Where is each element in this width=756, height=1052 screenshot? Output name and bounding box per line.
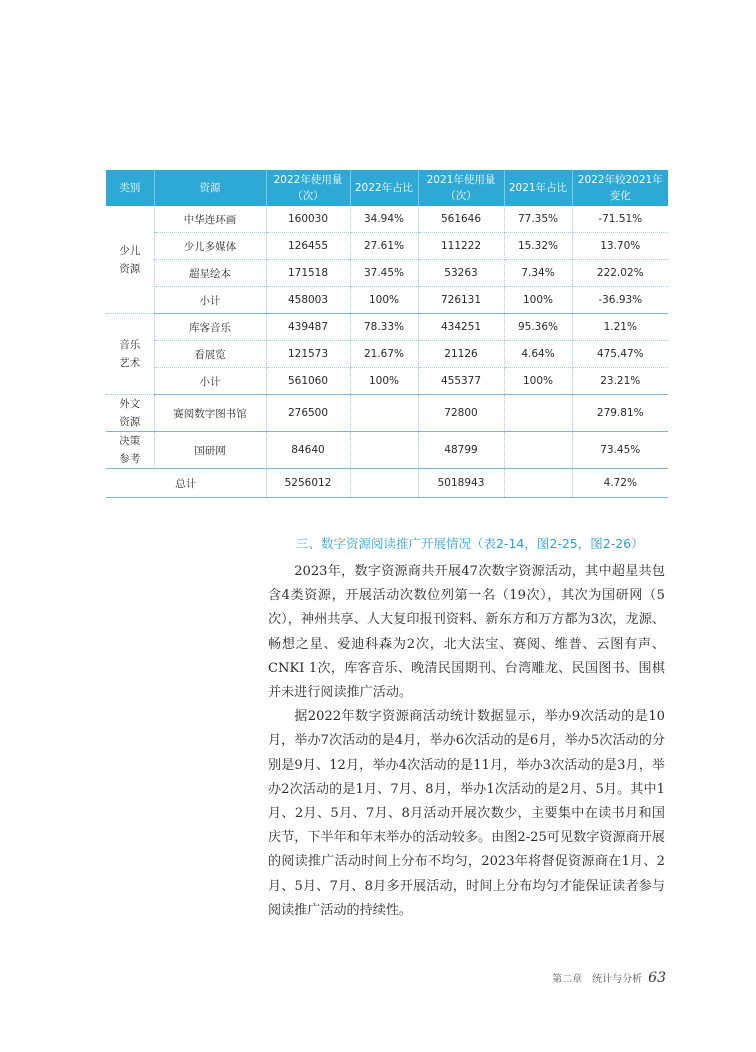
table-cell: 5256012 — [266, 469, 350, 498]
table-cell — [350, 395, 418, 432]
table-cell — [350, 432, 418, 469]
table-cell: 160030 — [266, 206, 350, 233]
table-cell: 1.21% — [572, 314, 668, 341]
column-header: 2022年较2021年 变化 — [572, 170, 668, 206]
table-cell: 455377 — [418, 368, 504, 395]
chapter-title: 统计与分析 — [592, 974, 643, 985]
table-cell: 78.33% — [350, 314, 418, 341]
table-cell: 27.61% — [350, 233, 418, 260]
table-cell: 13.70% — [572, 233, 668, 260]
total-label: 总计 — [106, 469, 266, 498]
table-cell: 726131 — [418, 287, 504, 314]
table-cell: 458003 — [266, 287, 350, 314]
table-cell: 434251 — [418, 314, 504, 341]
table-cell: 4.64% — [504, 341, 572, 368]
table-row — [106, 395, 668, 432]
table-cell: 小计 — [154, 368, 266, 395]
table-cell: 77.35% — [504, 206, 572, 233]
table-row — [106, 432, 668, 469]
table-cell: 53263 — [418, 260, 504, 287]
section-heading: 三、数字资源阅读推广开展情况（表2-14，图2-25，图2-26） — [296, 536, 644, 551]
category-cell: 决策 参考 — [106, 432, 154, 469]
table-body — [106, 206, 668, 498]
table-cell: 222.02% — [572, 260, 668, 287]
table-cell: 小计 — [154, 287, 266, 314]
table-row — [106, 287, 668, 314]
table-row — [106, 314, 668, 341]
table-cell: 国研网 — [154, 432, 266, 469]
table-cell: 475.47% — [572, 341, 668, 368]
table-cell: 561060 — [266, 368, 350, 395]
table-cell: 赛阅数字图书馆 — [154, 395, 266, 432]
table-cell: -36.93% — [572, 287, 668, 314]
table-cell — [350, 469, 418, 498]
table-cell: 21126 — [418, 341, 504, 368]
column-header: 类别 — [106, 170, 154, 206]
table-cell: 126455 — [266, 233, 350, 260]
column-header: 2021年使用量 （次） — [418, 170, 504, 206]
table-cell: 100% — [350, 287, 418, 314]
column-header: 2022年占比 — [350, 170, 418, 206]
category-cell: 音乐 艺术 — [106, 314, 154, 395]
table-cell: 100% — [504, 287, 572, 314]
table-cell: 4.72% — [572, 469, 668, 498]
table-cell: 21.67% — [350, 341, 418, 368]
table-cell: 少儿多媒体 — [154, 233, 266, 260]
table-cell: 100% — [350, 368, 418, 395]
table-cell: 看展览 — [154, 341, 266, 368]
table-row — [106, 341, 668, 368]
table-row — [106, 260, 668, 287]
table-row — [106, 206, 668, 233]
table-cell: 23.21% — [572, 368, 668, 395]
table-cell — [504, 469, 572, 498]
table-cell — [504, 395, 572, 432]
table-cell: 库客音乐 — [154, 314, 266, 341]
table-cell: 37.45% — [350, 260, 418, 287]
table-cell: 84640 — [266, 432, 350, 469]
page-footer — [552, 970, 666, 986]
paragraph: 2023年，数字资源商共开展47次数字资源活动，其中超星共包含4类资源，开展活动次数位列第一名（19次），其次为国研网（5次），神州共享、人大复印报刊资料、新东方和万方都为3次，龙源、畅想之星、爱迪科森为2次，北大法宝、赛阅、维普、云图有声、CNKI 1次，库客音乐、晚清民国期刊、台湾雕龙、民国图书、围棋并未进行阅读推广活动。 — [268, 564, 665, 701]
statistics-table — [106, 170, 668, 498]
category-cell: 外文 资源 — [106, 395, 154, 432]
column-header: 2022年使用量 （次） — [266, 170, 350, 206]
column-header: 2021年占比 — [504, 170, 572, 206]
table-cell: 276500 — [266, 395, 350, 432]
paragraph: 据2022年数字资源商活动统计数据显示，举办9次活动的是10月，举办7次活动的是4月，举办6次活动的是6月，举办5次活动的分别是9月、12月，举办4次活动的是11月，举办3次活动的是3月，举办2次活动的是1月、7月、8月，举办1次活动的是2月、5月。其中1月、2月、5月、7月、8月活动开展次数少，主要集中在读书月和国庆节，下半年和年末举办的活动较多。由图2-25可见数字资源商开展的阅读推广活动时间上分布不均匀，2023年将督促资源商在1月、2月、5月、7月、8月多开展活动，时间上分布均匀才能保证读者参与阅读推广活动的持续性。 — [268, 709, 665, 918]
chapter-label: 第二章 — [552, 974, 583, 985]
table-cell: -71.51% — [572, 206, 668, 233]
table-cell: 561646 — [418, 206, 504, 233]
table-cell: 100% — [504, 368, 572, 395]
table-cell: 34.94% — [350, 206, 418, 233]
table-cell: 15.32% — [504, 233, 572, 260]
body-text — [268, 560, 665, 923]
table-cell: 279.81% — [572, 395, 668, 432]
table-cell: 5018943 — [418, 469, 504, 498]
table-cell: 7.34% — [504, 260, 572, 287]
table-cell — [504, 432, 572, 469]
table-cell: 73.45% — [572, 432, 668, 469]
table-row — [106, 368, 668, 395]
table-cell: 48799 — [418, 432, 504, 469]
category-cell: 少儿 资源 — [106, 206, 154, 314]
table-cell: 121573 — [266, 341, 350, 368]
total-row — [106, 469, 668, 498]
table-cell: 111222 — [418, 233, 504, 260]
table-header-row — [106, 170, 668, 206]
page-number: 63 — [648, 970, 666, 986]
table-row — [106, 233, 668, 260]
table-cell: 95.36% — [504, 314, 572, 341]
table-cell: 72800 — [418, 395, 504, 432]
table-cell: 439487 — [266, 314, 350, 341]
table-cell: 超星绘本 — [154, 260, 266, 287]
table-cell: 171518 — [266, 260, 350, 287]
column-header: 资源 — [154, 170, 266, 206]
table-cell: 中华连环画 — [154, 206, 266, 233]
